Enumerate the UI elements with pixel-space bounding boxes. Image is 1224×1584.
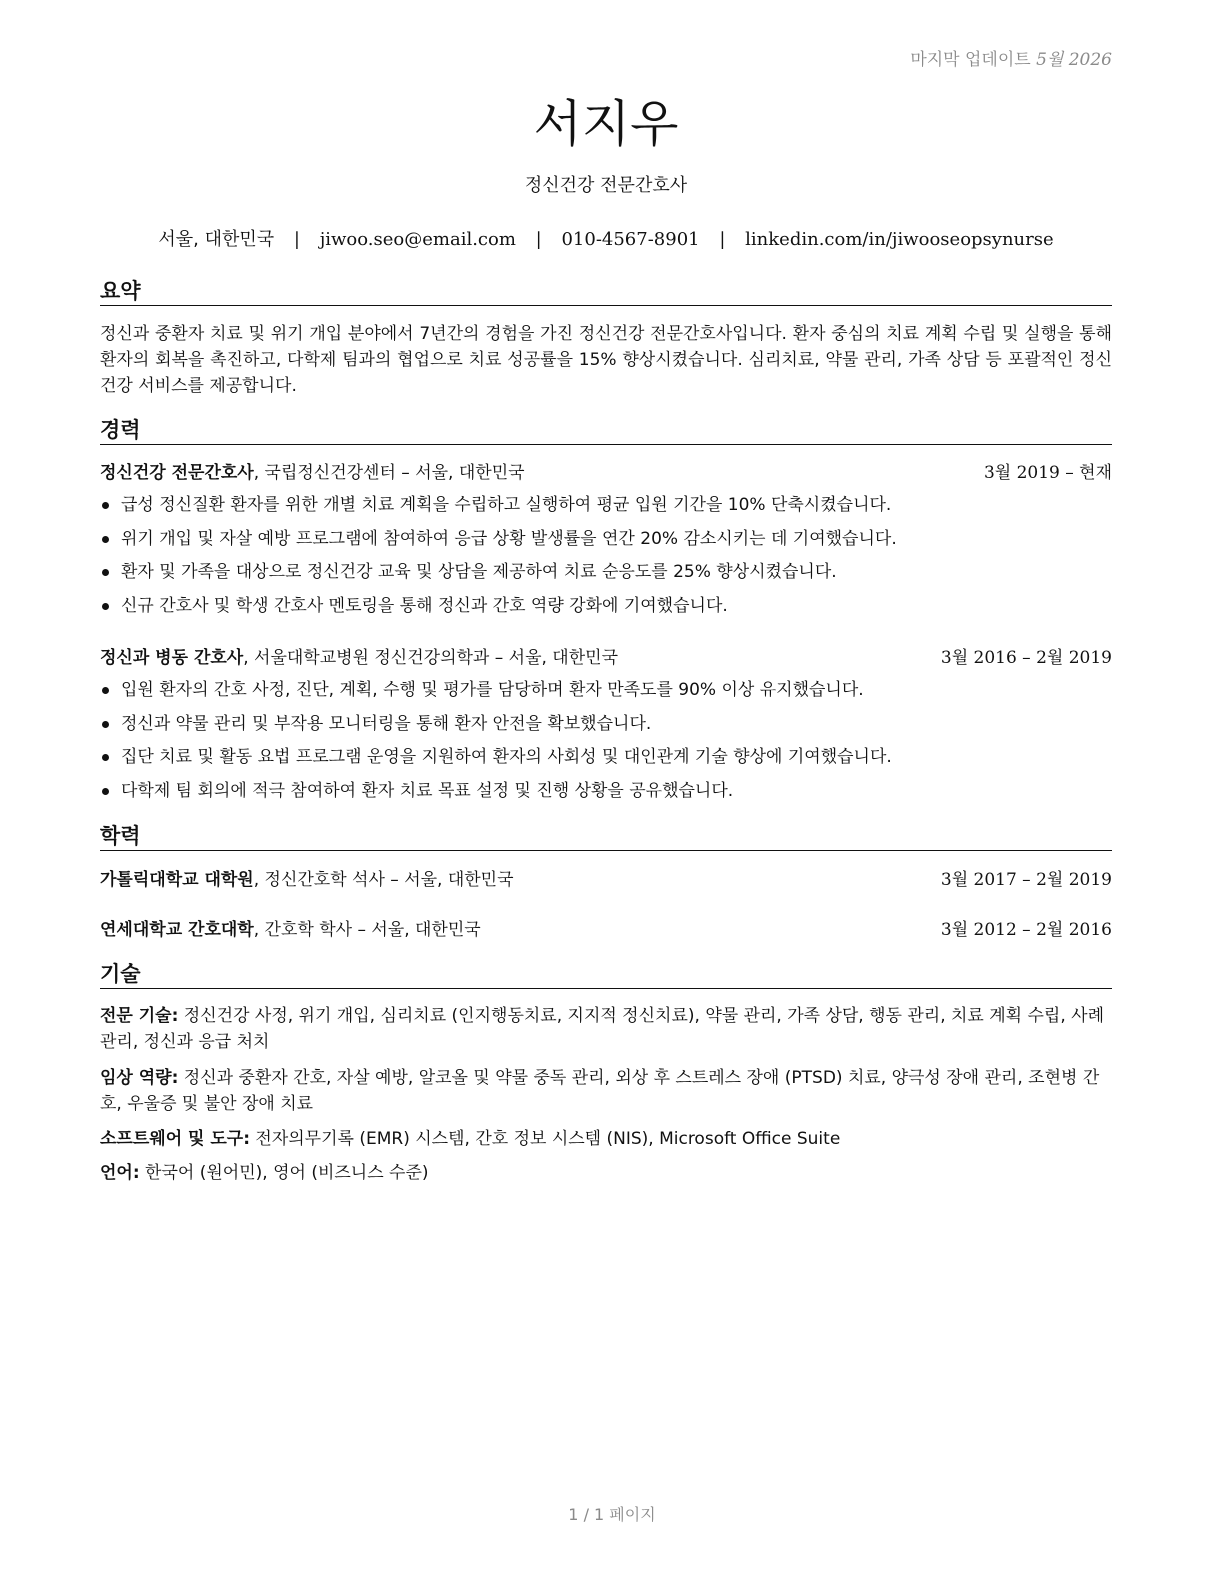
skills-heading: 기술 — [100, 961, 1112, 989]
contact-separator: | — [535, 229, 542, 250]
education-date: 3월 2017 – 2월 2019 — [940, 870, 1112, 890]
education-school: 가톨릭대학교 대학원 — [100, 870, 254, 890]
contact-email[interactable]: jiwoo.seo@email.com — [319, 229, 516, 250]
skill-label: 언어: — [100, 1163, 140, 1183]
contact-line — [100, 225, 1112, 251]
candidate-name: 서지우 — [533, 95, 679, 153]
education-detail: , 간호학 학사 – 서울, 대한민국 — [253, 920, 481, 940]
job-bullet: 정신과 약물 관리 및 부작용 모니터링을 통해 환자 안전을 확보했습니다. — [100, 712, 1112, 746]
last-updated — [910, 45, 1112, 70]
skill-item — [100, 1160, 1112, 1186]
education-entry — [100, 918, 1112, 942]
skill-text: 정신건강 사정, 위기 개입, 심리치료 (인지행동치료, 지지적 정신치료), 약물 관리, 가족 상담, 행동 관리, 치료 계획 수립, 사례 관리, 정신과 응급 처치 — [100, 1006, 1105, 1052]
job-bullet: 입원 환자의 간호 사정, 진단, 계획, 수행 및 평가를 담당하며 환자 만족도를 90% 이상 유지했습니다. — [100, 678, 1112, 712]
education-entry — [100, 868, 1112, 892]
job-bullets — [100, 678, 1112, 812]
job-bullet: 환자 및 가족을 대상으로 정신건강 교육 및 상담을 제공하여 치료 순응도를 25% 향상시켰습니다. — [100, 560, 1112, 594]
last-updated-label: 마지막 업데이트 — [910, 50, 1031, 70]
job-bullet: 신규 간호사 및 학생 간호사 멘토링을 통해 정신과 간호 역량 강화에 기여했습니다. — [100, 594, 1112, 628]
job-org: , 국립정신건강센터 – 서울, 대한민국 — [253, 463, 525, 483]
job-header — [100, 461, 1112, 485]
education-title-line — [100, 868, 514, 892]
contact-separator: | — [719, 229, 726, 250]
education-date: 3월 2012 – 2월 2016 — [940, 920, 1112, 940]
skill-label: 임상 역량: — [100, 1068, 179, 1088]
job-role: 정신건강 전문간호사 — [100, 463, 254, 483]
education-school: 연세대학교 간호대학 — [100, 920, 254, 940]
job-org: , 서울대학교병원 정신건강의학과 – 서울, 대한민국 — [243, 648, 618, 668]
education-detail: , 정신간호학 석사 – 서울, 대한민국 — [253, 870, 514, 890]
candidate-title: 정신건강 전문간호사 — [524, 175, 688, 196]
job-header — [100, 646, 1112, 670]
job-bullets — [100, 493, 1112, 627]
contact-separator: | — [293, 229, 300, 250]
page-indicator: 1 / 1 페이지 — [568, 1505, 656, 1524]
contact-location: 서울, 대한민국 — [158, 229, 275, 250]
summary-text: 정신과 중환자 치료 및 위기 개입 분야에서 7년간의 경험을 가진 정신건강 전문간호사입니다. 환자 중심의 치료 계획 수립 및 실행을 통해 환자의 회복을 촉진하고, 다학제 팀과의 협업으로 치료 성공률을 15% 향상시켰습니다. 심리치료, 약물 관리, 가족 상담 등 포괄적인 정신건강 서비스를 제공합니다. — [100, 324, 1112, 396]
skill-label: 전문 기술: — [100, 1006, 179, 1026]
contact-linkedin[interactable]: linkedin.com/in/jiwooseopsynurse — [745, 229, 1054, 250]
experience-heading: 경력 — [100, 417, 1112, 445]
skill-text: 정신과 중환자 간호, 자살 예방, 알코올 및 약물 중독 관리, 외상 후 스트레스 장애 (PTSD) 치료, 양극성 장애 관리, 조현병 간호, 우울증 및 불안 장애 치료 — [100, 1068, 1100, 1114]
job-bullet: 위기 개입 및 자살 예방 프로그램에 참여하여 응급 상황 발생률을 연간 20% 감소시키는 데 기여했습니다. — [100, 527, 1112, 561]
job-title-line — [100, 646, 618, 670]
skill-text: 전자의무기록 (EMR) 시스템, 간호 정보 시스템 (NIS), Microsoft Office Suite — [250, 1129, 841, 1149]
resume-page — [100, 0, 1112, 1584]
skill-item — [100, 1065, 1112, 1117]
job-date: 3월 2016 – 2월 2019 — [940, 648, 1112, 668]
contact-phone[interactable]: 010-4567-8901 — [561, 229, 700, 250]
job-role: 정신과 병동 간호사 — [100, 648, 244, 668]
skill-item — [100, 1003, 1112, 1055]
skill-text: 한국어 (원어민), 영어 (비즈니스 수준) — [139, 1163, 429, 1183]
skill-item — [100, 1126, 1112, 1152]
summary-heading: 요약 — [100, 278, 1112, 306]
job-bullet: 다학제 팀 회의에 적극 참여하여 환자 치료 목표 설정 및 진행 상황을 공유했습니다. — [100, 779, 1112, 813]
job-date: 3월 2019 – 현재 — [983, 463, 1112, 483]
job-bullet: 집단 치료 및 활동 요법 프로그램 운영을 지원하여 환자의 사회성 및 대인관계 기술 향상에 기여했습니다. — [100, 745, 1112, 779]
job-title-line — [100, 461, 525, 485]
last-updated-date: 5월 2026 — [1036, 50, 1112, 70]
education-title-line — [100, 918, 481, 942]
education-heading: 학력 — [100, 823, 1112, 851]
skill-label: 소프트웨어 및 도구: — [100, 1129, 251, 1149]
job-bullet: 급성 정신질환 환자를 위한 개별 치료 계획을 수립하고 실행하여 평균 입원 기간을 10% 단축시켰습니다. — [100, 493, 1112, 527]
